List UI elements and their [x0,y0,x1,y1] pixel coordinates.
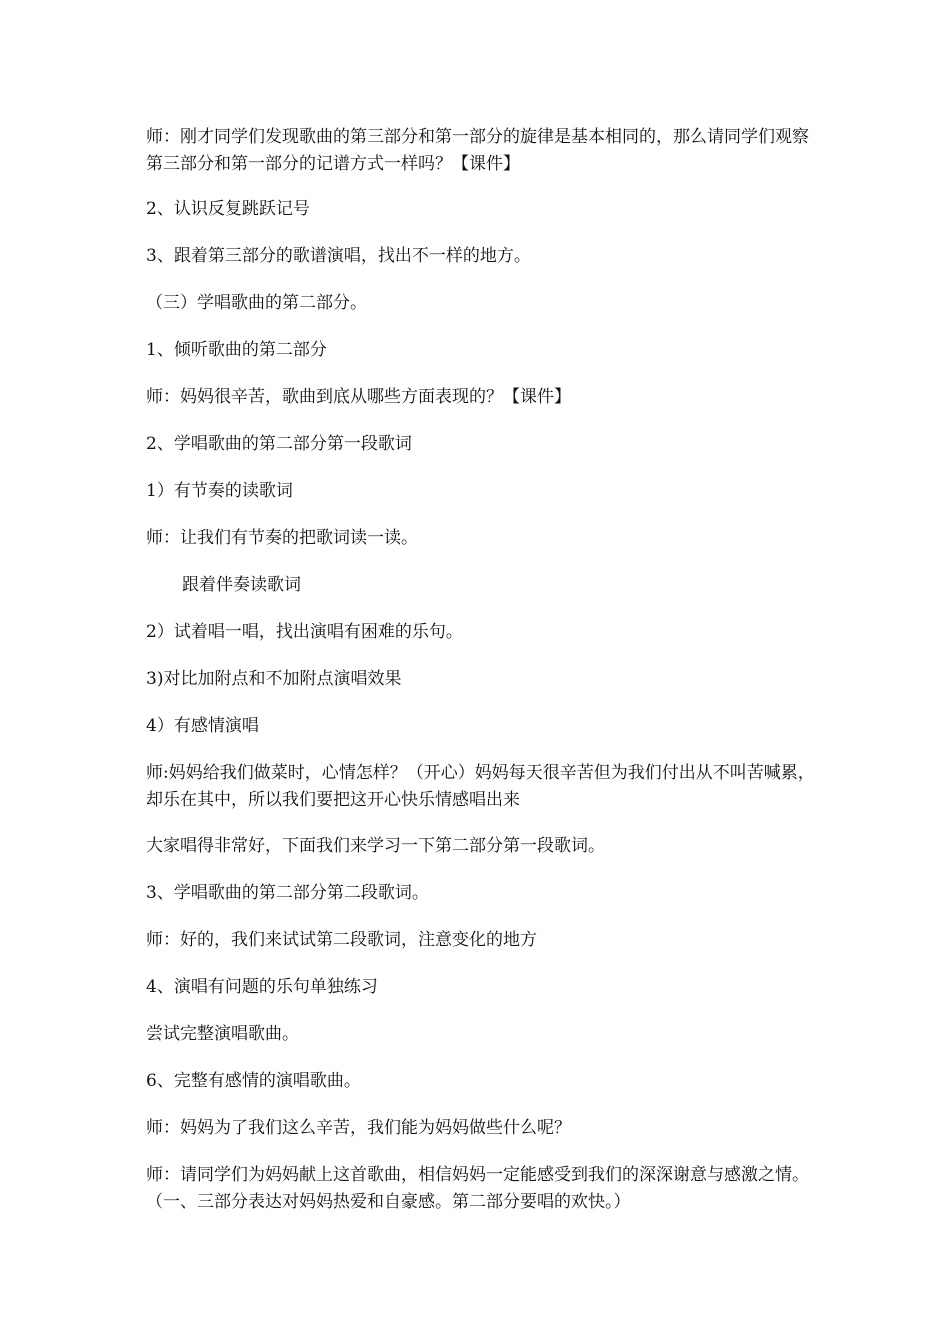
paragraph: 2、认识反复跳跃记号 [146,199,310,219]
paragraph: 2）试着唱一唱，找出演唱有困难的乐句。 [146,622,463,642]
paragraph: 师：让我们有节奏的把歌词读一读。 [146,528,418,548]
paragraph: 1）有节奏的读歌词 [146,481,293,501]
paragraph: 4）有感情演唱 [146,716,259,736]
paragraph: 师:妈妈给我们做菜时，心情怎样？（开心）妈妈每天很辛苦但为我们付出从不叫苦喊累，却乐在其中，所以我们要把这开心快乐情感唱出来 [146,763,815,810]
paragraph: 尝试完整演唱歌曲。 [146,1024,299,1044]
paragraph: 师：妈妈很辛苦，歌曲到底从哪些方面表现的？【课件】 [146,387,571,407]
paragraph: 3、学唱歌曲的第二部分第二段歌词。 [146,883,429,903]
paragraph: 3)对比加附点和不加附点演唱效果 [146,669,402,689]
paragraph: 师：请同学们为妈妈献上这首歌曲，相信妈妈一定能感受到我们的深深谢意与感激之情。（一、三部分表达对妈妈热爱和自豪感。第二部分要唱的欢快。） [146,1165,809,1212]
paragraph: 2、学唱歌曲的第二部分第一段歌词 [146,434,412,454]
paragraph: 师：妈妈为了我们这么辛苦，我们能为妈妈做些什么呢？ [146,1118,571,1138]
paragraph: 大家唱得非常好，下面我们来学习一下第二部分第一段歌词。 [146,836,605,856]
paragraph: 跟着伴奏读歌词 [182,575,301,595]
paragraph: 6、完整有感情的演唱歌曲。 [146,1071,361,1091]
paragraph: 3、跟着第三部分的歌谱演唱，找出不一样的地方。 [146,246,531,266]
paragraph: 4、演唱有问题的乐句单独练习 [146,977,378,997]
paragraph: 师：好的，我们来试试第二段歌词，注意变化的地方 [146,930,537,950]
paragraph: 1、倾听歌曲的第二部分 [146,340,327,360]
section-heading: （三）学唱歌曲的第二部分。 [146,293,367,313]
paragraph: 师：刚才同学们发现歌曲的第三部分和第一部分的旋律是基本相同的，那么请同学们观察第三部分和第一部分的记谱方式一样吗？【课件】 [146,127,809,174]
